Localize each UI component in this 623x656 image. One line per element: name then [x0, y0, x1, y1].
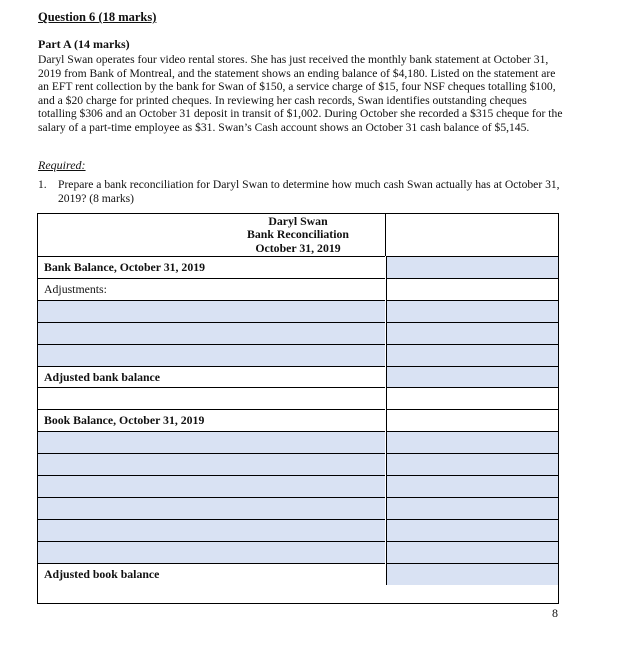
row-label-cell: Bank Balance, October 31, 2019	[38, 256, 385, 278]
reconciliation-row	[38, 344, 558, 366]
entry-description-field[interactable]	[38, 322, 385, 344]
reconciliation-row	[38, 541, 558, 563]
reconciliation-row	[38, 256, 558, 278]
entry-description-field[interactable]	[38, 300, 385, 322]
header-date: October 31, 2019	[255, 240, 341, 255]
part-a-title: Part A (14 marks)	[38, 37, 130, 51]
entry-description-field[interactable]	[38, 453, 385, 475]
entry-description-field[interactable]	[38, 344, 385, 366]
amount-field	[386, 278, 558, 300]
reconciliation-row	[38, 453, 558, 475]
amount-field[interactable]	[386, 366, 558, 388]
amount-field[interactable]	[386, 475, 558, 497]
reconciliation-row	[38, 409, 558, 431]
amount-field[interactable]	[386, 519, 558, 541]
task-item-1	[38, 178, 568, 205]
row-label-cell: Adjustments:	[38, 278, 385, 300]
reconciliation-row	[38, 497, 558, 519]
amount-field[interactable]	[386, 453, 558, 475]
entry-description-field[interactable]	[38, 497, 385, 519]
amount-field[interactable]	[386, 256, 558, 278]
amount-field[interactable]	[386, 541, 558, 563]
entry-description-field[interactable]	[38, 431, 385, 453]
row-label-cell: Adjusted bank balance	[38, 366, 385, 388]
reconciliation-row	[38, 278, 558, 300]
entry-description-field[interactable]	[38, 475, 385, 497]
reconciliation-row	[38, 366, 558, 388]
amount-field[interactable]	[386, 563, 558, 585]
reconciliation-row	[38, 387, 558, 409]
reconciliation-row	[38, 519, 558, 541]
reconciliation-header	[38, 214, 558, 256]
reconciliation-row	[38, 322, 558, 344]
amount-field[interactable]	[386, 497, 558, 519]
header-company-name: Daryl Swan	[268, 214, 328, 228]
amount-field	[386, 409, 558, 431]
task-number: 1.	[38, 178, 47, 191]
question-title: Question 6 (18 marks)	[38, 10, 157, 24]
entry-description-field[interactable]	[38, 387, 385, 409]
row-label-cell: Book Balance, October 31, 2019	[38, 409, 385, 431]
reconciliation-row	[38, 431, 558, 453]
amount-field[interactable]	[386, 344, 558, 366]
header-statement-title: Bank Reconciliation	[247, 227, 349, 242]
required-label: Required:	[38, 158, 86, 172]
amount-field[interactable]	[386, 431, 558, 453]
bank-reconciliation-table	[37, 213, 559, 604]
problem-text: Daryl Swan operates four video rental stores. She has just received the monthly bank statement at October 31, 2019 from Bank of Montreal, and the statement shows an ending balance of $4,180. Listed on the statement are an EFT rent collection by the bank for Swan of $150, a service charge of $15, four NSF cheques totalling $100, and a $20 charge for printed cheques. In reviewing her cash records, Swan identifies outstanding cheques totalling $306 and an October 31 deposit in transit of $1,002. During October she recorded a $315 cheque for the salary of a part-time employee as $31. Swan’s Cash account shows an October 31 cash balance of $5,145.	[38, 53, 563, 134]
entry-description-field[interactable]	[38, 541, 385, 563]
entry-description-field[interactable]	[38, 519, 385, 541]
page-number: 8	[552, 606, 558, 620]
amount-field	[386, 387, 558, 409]
reconciliation-row	[38, 475, 558, 497]
header-divider	[385, 214, 386, 256]
reconciliation-row	[38, 563, 558, 585]
amount-field[interactable]	[386, 300, 558, 322]
row-label-cell: Adjusted book balance	[38, 563, 385, 585]
amount-field[interactable]	[386, 322, 558, 344]
reconciliation-row	[38, 300, 558, 322]
task-text: Prepare a bank reconciliation for Daryl Swan to determine how much cash Swan actually has at October 31, 2019? (8 marks)	[58, 178, 560, 205]
